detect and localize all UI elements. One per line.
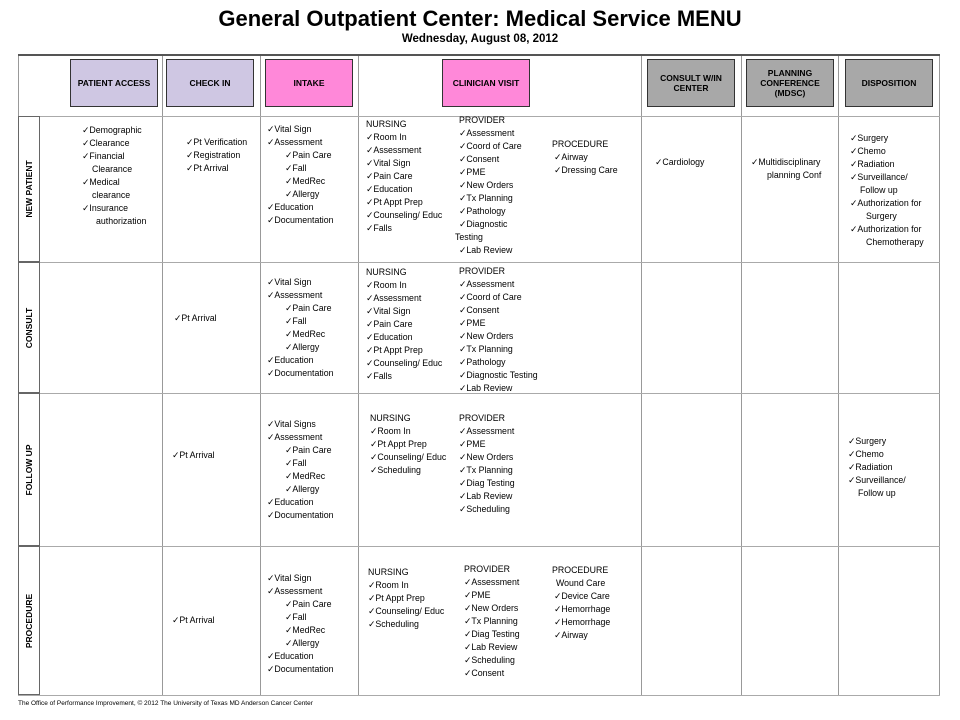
list-item: ✓ MedRec [267,328,334,341]
grid-hline [18,695,940,696]
list-item: Follow up [858,488,896,498]
page-title: General Outpatient Center: Medical Service MENU [218,6,742,31]
list-item: ✓ Counseling/ Educ [368,605,444,618]
list-item: ✓ Vital Sign [267,123,334,136]
list-item: ✓ Room In [366,279,442,292]
new-patient-consult [655,156,704,169]
list-item: ✓ Cardiology [655,156,704,169]
row-label-text: PROCEDURE [24,593,34,648]
list-item: ✓ Scheduling [459,503,515,516]
row-label-procedure [18,546,40,695]
list-item: ✓ Room In [370,425,446,438]
col-header-planning: PLANNING CONFERENCE (MDSC) [746,59,834,107]
list-item: authorization [96,216,147,226]
list-item: clearance [92,190,131,200]
list-item: ✓ Vital Sign [267,572,334,585]
row-label-new-patient [18,116,40,262]
list-item: ✓ Fall [267,315,334,328]
list-item: ✓ Hemorrhage [552,616,610,629]
list-item: ✓ Assessment [464,576,520,589]
list-item: ✓ Surveillance/ [850,171,924,184]
list-item: Surgery [866,211,897,221]
list-item: ✓ Lab Review [459,244,522,257]
list-item: ✓ Diag Testing [464,628,520,641]
list-item: ✓ Counseling/ Educ [366,357,442,370]
new-patient-nursing [366,118,442,235]
list-item: ✓ New Orders [459,330,538,343]
list-item: ✓ Vital Signs [267,418,334,431]
list-item: ✓ PME [459,438,515,451]
row-label-text: CONSULT [24,307,34,348]
new-patient-provider [455,114,522,257]
list-item: ✓ Education [267,354,334,367]
row-label-text: NEW PATIENT [24,160,34,218]
list-item: ✓ MedRec [267,624,334,637]
list-item: ✓ Vital Sign [366,157,442,170]
list-item: ✓ Pt Arrival [172,449,215,462]
list-item: ✓ Coord of Care [459,140,522,153]
list-item: ✓ Vital Sign [366,305,442,318]
list-item: ✓ Diagnostic [459,218,522,231]
list-item: ✓ Scheduling [368,618,444,631]
list-item: ✓ Insurance [82,202,146,215]
list-item: ✓ Assessment [267,431,334,444]
list-item: Follow up [860,185,898,195]
list-item: ✓ Pain Care [267,302,334,315]
list-item: ✓ Assessment [267,585,334,598]
list-item: ✓ Scheduling [464,654,520,667]
list-item: ✓ Education [267,650,334,663]
list-item: ✓ Authorization for [850,197,924,210]
list-item: ✓ Dressing Care [552,164,618,177]
list-item: ✓ Pt Appt Prep [368,592,444,605]
consult-checkin [174,312,217,325]
list-item: ✓ Assessment [267,136,334,149]
follow-up-checkin [172,449,215,462]
list-item: ✓ Allergy [267,483,334,496]
title-rule [18,54,940,56]
procedure-checkin [172,614,215,627]
list-item: ✓ Pt Appt Prep [366,196,442,209]
list-item: ✓ Counseling/ Educ [370,451,446,464]
list-item: ✓ Coord of Care [459,291,538,304]
grid-hline [18,262,940,263]
list-item: Chemotherapy [866,237,924,247]
list-item: ✓ Pain Care [267,444,334,457]
list-item: ✓ Assessment [267,289,334,302]
consult-nursing [366,266,442,383]
list-item: Clearance [92,164,133,174]
list-item: ✓ Falls [366,370,442,383]
grid-vline [838,56,839,696]
list-item: ✓ MedRec [267,175,334,188]
follow-up-provider [459,412,515,516]
list-item: ✓ Lab Review [459,490,515,503]
list-item: ✓ Chemo [850,145,924,158]
list-item: ✓ Assessment [459,127,522,140]
grid-vline [641,56,642,696]
list-item: ✓ Consent [459,153,522,166]
list-item: ✓ Education [366,183,442,196]
list-item: ✓ Hemorrhage [552,603,610,616]
list-item: ✓ New Orders [459,179,522,192]
list-item: ✓ Radiation [848,461,906,474]
list-item: ✓ Tx Planning [459,343,538,356]
procedure-subheading: Wound Care [556,578,606,588]
grid-vline [358,56,359,696]
list-item: ✓ Education [366,331,442,344]
list-item: ✓ Authorization for [850,223,924,236]
procedure-provider [464,563,520,680]
procedure-heading: PROCEDURE [552,139,609,149]
list-item: ✓ Surgery [848,435,906,448]
list-item: planning Conf [767,170,822,180]
provider-heading: PROVIDER [459,413,505,423]
list-item: ✓ Airway [552,629,610,642]
list-item: ✓ Pain Care [366,170,442,183]
grid-vline [939,56,940,696]
list-item: ✓ Falls [366,222,442,235]
list-item: ✓ Counseling/ Educ [366,209,442,222]
follow-up-nursing [370,412,446,477]
list-item: ✓ Scheduling [370,464,446,477]
list-item: ✓ Assessment [459,278,538,291]
list-item: ✓ Pt Arrival [172,614,215,627]
row-label-follow-up [18,393,40,546]
list-item: ✓ Documentation [267,509,334,522]
nursing-heading: NURSING [370,413,411,423]
list-item: ✓ Medical [82,176,146,189]
list-item: ✓ Registration [186,149,247,162]
follow-up-intake [267,418,334,522]
list-item: ✓ Assessment [459,425,515,438]
list-item: Testing [455,232,483,242]
col-header-intake: INTAKE [265,59,353,107]
list-item: ✓ Pt Arrival [186,162,247,175]
list-item: ✓ Multidisciplinary [751,156,821,169]
grid-vline [741,56,742,696]
list-item: ✓ Assessment [366,144,442,157]
procedure-procedure [552,564,610,642]
col-header-check-in: CHECK IN [166,59,254,107]
list-item: ✓ New Orders [464,602,520,615]
procedure-heading: PROCEDURE [552,565,609,575]
list-item: ✓ Surveillance/ [848,474,906,487]
list-item: ✓ Education [267,496,334,509]
list-item: ✓ Pain Care [267,149,334,162]
list-item: ✓ Financial [82,150,146,163]
list-item: ✓ Documentation [267,214,334,227]
new-patient-procedure [552,138,618,177]
list-item: ✓ Lab Review [464,641,520,654]
list-item: ✓ Chemo [848,448,906,461]
list-item: ✓ Pain Care [366,318,442,331]
list-item: ✓ MedRec [267,470,334,483]
grid-vline [260,56,261,696]
list-item: ✓ Consent [464,667,520,680]
list-item: ✓ PME [464,589,520,602]
list-item: ✓ Room In [366,131,442,144]
footer-copyright: The Office of Performance Improvement, © 2012 The University of Texas MD Anderson Cancer Center [18,700,313,707]
list-item: ✓ Pt Appt Prep [366,344,442,357]
new-patient-access [82,124,146,228]
provider-heading: PROVIDER [464,564,510,574]
list-item: ✓ Fall [267,611,334,624]
list-item: ✓ Demographic [82,124,146,137]
provider-heading: PROVIDER [459,115,505,125]
list-item: ✓ Clearance [82,137,146,150]
list-item: ✓ PME [459,317,538,330]
list-item: ✓ Diagnostic Testing [459,369,538,382]
col-header-consult: CONSULT W/IN CENTER [647,59,735,107]
list-item: ✓ Education [267,201,334,214]
list-item: ✓ Fall [267,162,334,175]
list-item: ✓ Allergy [267,188,334,201]
list-item: ✓ Pain Care [267,598,334,611]
list-item: ✓ Allergy [267,341,334,354]
nursing-heading: NURSING [366,267,407,277]
col-header-patient-access: PATIENT ACCESS [70,59,158,107]
new-patient-planning [751,156,821,182]
list-item: ✓ Assessment [366,292,442,305]
row-label-consult [18,262,40,393]
list-item: ✓ Surgery [850,132,924,145]
list-item: ✓ Tx Planning [464,615,520,628]
page-date: Wednesday, August 08, 2012 [401,33,559,45]
list-item: ✓ Room In [368,579,444,592]
follow-up-disposition [848,435,906,500]
col-header-disposition: DISPOSITION [845,59,933,107]
nursing-heading: NURSING [368,567,409,577]
list-item: ✓ Documentation [267,663,334,676]
list-item: ✓ Radiation [850,158,924,171]
list-item: ✓ Pathology [459,205,522,218]
new-patient-checkin [186,136,247,175]
list-item: ✓ Allergy [267,637,334,650]
grid-hline [18,546,940,547]
list-item: ✓ Documentation [267,367,334,380]
list-item: ✓ Tx Planning [459,192,522,205]
list-item: ✓ Consent [459,304,538,317]
list-item: ✓ Pt Arrival [174,312,217,325]
list-item: ✓ Fall [267,457,334,470]
new-patient-intake [267,123,334,227]
list-item: ✓ Tx Planning [459,464,515,477]
list-item: ✓ Vital Sign [267,276,334,289]
list-item: ✓ Airway [552,151,618,164]
procedure-nursing [368,566,444,631]
consult-provider [459,265,538,395]
list-item: ✓ PME [459,166,522,179]
nursing-heading: NURSING [366,119,407,129]
list-item: ✓ Pt Appt Prep [370,438,446,451]
list-item: ✓ Pathology [459,356,538,369]
provider-heading: PROVIDER [459,266,505,276]
col-header-clinician-visit: CLINICIAN VISIT [442,59,530,107]
new-patient-disposition [850,132,924,249]
list-item: ✓ New Orders [459,451,515,464]
list-item: ✓ Diag Testing [459,477,515,490]
list-item: ✓ Device Care [552,590,610,603]
list-item: ✓ Lab Review [459,382,538,395]
procedure-intake [267,572,334,676]
consult-intake [267,276,334,380]
grid-vline [162,56,163,696]
row-label-text: FOLLOW UP [24,444,34,495]
list-item: ✓ Pt Verification [186,136,247,149]
